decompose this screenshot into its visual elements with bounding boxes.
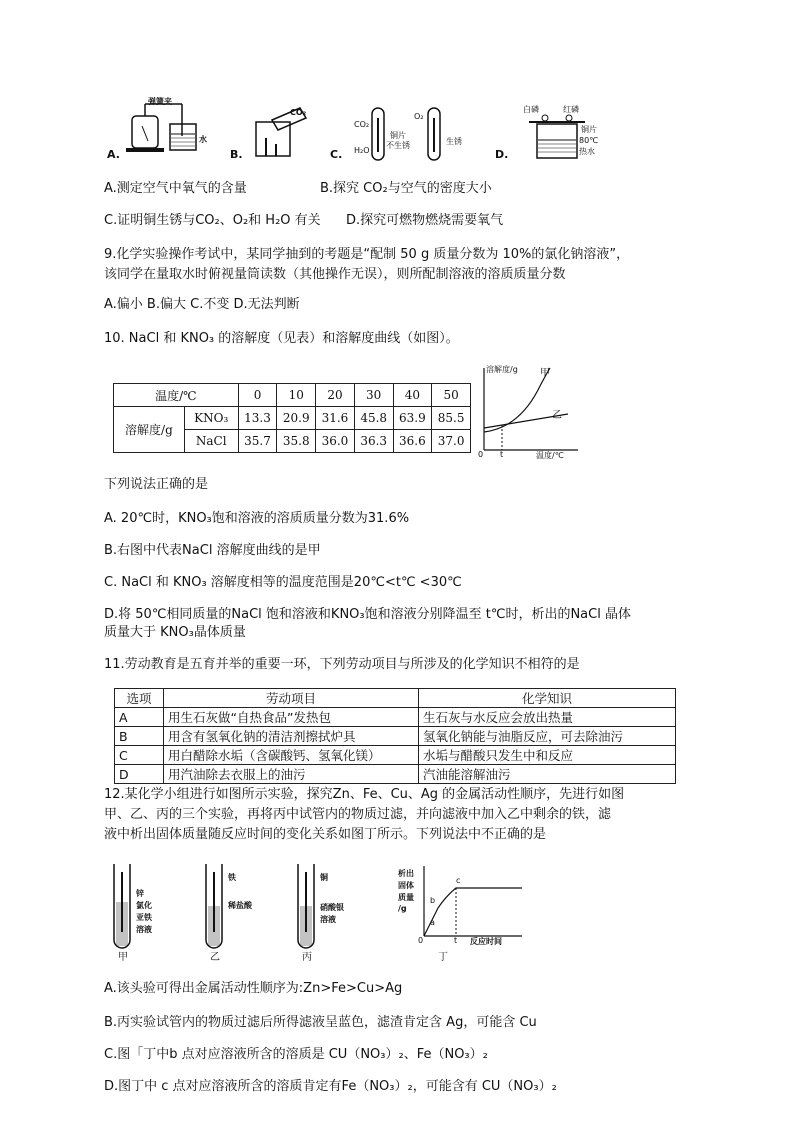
q10-option-d-line2: 质量大于 KNO₃晶体质量: [104, 625, 246, 640]
graph-point-a: a: [430, 918, 435, 927]
tube-bing-label: 铜: [320, 873, 328, 882]
figure-b-option: B.: [230, 148, 243, 161]
labor-table-cell: 用白醋除水垢（含碳酸钙、氢氧化镁）: [164, 746, 419, 765]
tube-jia-label: 亚铁: [136, 913, 152, 922]
figure-d-label-red-p: 红磷: [563, 105, 579, 114]
labor-table-header: 选项: [115, 689, 164, 708]
q10-prompt: 下列说法正确的是: [104, 477, 209, 492]
figure-a-label-clamp: 弹簧夹: [148, 97, 172, 106]
q11-stem: 11.劳动教育是五育并举的重要一环，下列劳动项目与所涉及的化学知识不相符的是: [104, 657, 580, 672]
labor-table-header: 化学知识: [419, 689, 676, 708]
graph-point-b: b: [430, 896, 436, 905]
table-cell: 45.8: [354, 407, 393, 430]
figure-a-option: A.: [107, 148, 120, 161]
q9-stem-line1: 9.化学实验操作考试中，某同学抽到的考题是“配制 50 g 质量分数为 10%的氯化钠溶液”，: [104, 247, 630, 262]
q10-option-b: B.右图中代表NaCl 溶解度曲线的是甲: [104, 543, 321, 558]
q9-options: A.偏小 B.偏大 C.不变 D.无法判断: [104, 297, 300, 312]
table-cell: 36.0: [316, 430, 355, 453]
q8-option-c: C.证明铜生锈与CO₂、O₂和 H₂O 有关: [104, 213, 321, 228]
labor-table-cell: 用汽油除去衣服上的油污: [164, 765, 419, 784]
graph-caption: 丁: [438, 952, 448, 963]
table-cell: 35.7: [238, 430, 277, 453]
labor-table-cell: 用生石灰做“自热食品”发热包: [164, 708, 419, 727]
table-cell: 63.9: [393, 407, 432, 430]
labor-table-cell: A: [115, 708, 164, 727]
curve-origin: 0: [478, 450, 484, 459]
tube-yi-drawing: [200, 862, 275, 962]
table-cell: 31.6: [316, 407, 355, 430]
tube-bing-caption: 丙: [302, 952, 312, 963]
q8-option-d: D.探究可燃物燃烧需要氧气: [346, 213, 504, 228]
figure-c-label-h2o: H₂O: [354, 146, 370, 155]
curve-t: t: [500, 450, 504, 459]
graph-t: t: [454, 936, 458, 945]
labor-table-cell: 用含有氢氧化钠的清洁剂擦拭炉具: [164, 727, 419, 746]
tube-yi: [200, 862, 275, 962]
table-temp: 10: [277, 384, 316, 407]
figure-d-label-white-p: 白磷: [523, 105, 539, 114]
figure-d-option: D.: [495, 148, 509, 161]
tube-jia: [108, 862, 178, 962]
figure-d-label-temp: 80℃: [579, 136, 599, 145]
table-sol-header: 溶解度/g: [114, 407, 185, 453]
figure-c-label-rust: 生锈: [446, 137, 462, 146]
table-cell: 13.3: [238, 407, 277, 430]
q12-stem-line2: 甲、乙、丙的三个实验，再将丙中试管内的物质过滤，并向滤液中加入乙中剩余的铁，滤: [104, 807, 612, 822]
labor-table-cell: 水垢与醋酸只发生中和反应: [419, 746, 676, 765]
table-temp: 40: [393, 384, 432, 407]
q10-intro: 10. NaCl 和 KNO₃ 的溶解度（见表）和溶解度曲线（如图）。: [104, 331, 459, 346]
tube-bing-label: 溶液: [320, 915, 336, 924]
tube-jia-caption: 甲: [118, 952, 128, 963]
q10-option-d-line1: D.将 50℃相同质量的NaCl 饱和溶液和KNO₃饱和溶液分别降温至 t℃时，析出的NaCl 晶体: [104, 607, 631, 622]
solubility-curve-drawing: [478, 362, 588, 462]
tube-bing: [292, 862, 372, 962]
q12-stem-line3: 液中析出固体质量随反应时间的变化关系如图丁所示。下列说法中不正确的是: [104, 827, 547, 842]
figure-d-combustion: [515, 100, 605, 162]
q12-stem-line1: 12.某化学小组进行如图所示实验，探究Zn、Fe、Cu、Ag 的金属活动性顺序，先进行如图: [104, 787, 625, 802]
figure-b-drawing: [248, 100, 318, 160]
figure-a-label-water: 水: [199, 135, 207, 144]
labor-table-cell: D: [115, 765, 164, 784]
graph-ylabel: 质量: [398, 893, 414, 902]
graph-xlabel: 反应时间: [470, 937, 502, 946]
labor-table-cell: C: [115, 746, 164, 765]
figure-d-label-hot-water: 热水: [579, 147, 595, 156]
q12-option-d: D.图丁中 c 点对应溶液所含的溶质肯定有Fe（NO₃）₂，可能含有 CU（NO₃）₂: [104, 1079, 557, 1094]
tube-bing-label: 硝酸银: [320, 903, 344, 912]
figure-c-copper-rust: [350, 104, 480, 164]
curve-label-yi: 乙: [552, 410, 562, 421]
q12-option-b: B.丙实验试管内的物质过滤后所得滤液呈蓝色，滤渣肯定含 Ag，可能含 Cu: [104, 1015, 537, 1030]
table-temp-header: 温度/℃: [114, 384, 239, 407]
labor-table-cell: 氢氧化钠能与油脂反应，可去除油污: [419, 727, 676, 746]
tube-yi-caption: 乙: [210, 952, 220, 963]
tube-jia-label: 锌: [136, 889, 144, 898]
figure-b-co2-pour: [248, 100, 318, 160]
solubility-curve: [478, 362, 588, 462]
graph-point-c: c: [456, 876, 461, 885]
curve-xlabel: 温度/℃: [536, 451, 564, 460]
q12-option-c: C.图「丁中b 点对应溶液所含的溶质是 CU（NO₃）₂、Fe（NO₃）₂: [104, 1047, 488, 1062]
graph-origin: 0: [418, 936, 424, 945]
graph-ylabel: 析出: [398, 869, 414, 878]
table-temp: 50: [432, 384, 471, 407]
figure-c-option: C.: [330, 148, 343, 161]
graph-ylabel: 固体: [398, 881, 414, 890]
table-row-name: NaCl: [184, 430, 238, 453]
labor-table: [114, 688, 676, 784]
table-cell: 20.9: [277, 407, 316, 430]
q9-stem-line2: 该同学在量取水时俯视量筒读数（其他操作无误），则所配制溶液的溶质质量分数: [104, 267, 566, 282]
tube-yi-label: 铁: [228, 873, 236, 882]
figure-c-label-copper: 铜片: [390, 131, 406, 140]
figure-a-oxygen-apparatus: [104, 96, 214, 166]
table-row-name: KNO₃: [184, 407, 238, 430]
figure-c-label-norust: 不生锈: [386, 141, 410, 150]
graph-ylabel: /g: [398, 904, 407, 913]
table-cell: 36.3: [354, 430, 393, 453]
q8-option-a: A.测定空气中氧气的含量: [104, 181, 247, 196]
q10-option-a: A. 20℃时，KNO₃饱和溶液的溶质质量分数为31.6%: [104, 511, 410, 526]
tube-jia-label: 溶液: [136, 925, 152, 934]
table-cell: 35.8: [277, 430, 316, 453]
tube-jia-label: 氯化: [136, 901, 152, 910]
labor-table-header: 劳动项目: [164, 689, 419, 708]
table-cell: 37.0: [432, 430, 471, 453]
precipitate-graph: [390, 862, 530, 962]
figure-c-label-co2: CO₂: [354, 120, 370, 129]
figure-c-label-o2: O₂: [414, 112, 424, 121]
tube-yi-label: 稀盐酸: [228, 901, 252, 910]
table-cell: 85.5: [432, 407, 471, 430]
figure-d-label-copper: 铜片: [581, 125, 597, 134]
table-cell: 36.6: [393, 430, 432, 453]
labor-table-cell: 汽油能溶解油污: [419, 765, 676, 784]
table-temp: 30: [354, 384, 393, 407]
labor-table-cell: 生石灰与水反应会放出热量: [419, 708, 676, 727]
solubility-table: [113, 383, 471, 453]
table-temp: 0: [238, 384, 277, 407]
figure-b-label-co2: CO₂: [290, 108, 307, 117]
curve-ylabel: 溶解度/g: [486, 365, 518, 374]
curve-label-jia: 甲: [540, 368, 550, 379]
q8-option-b: B.探究 CO₂与空气的密度大小: [320, 181, 492, 196]
q10-option-c: C. NaCl 和 KNO₃ 溶解度相等的温度范围是20℃<t℃ <30℃: [104, 575, 462, 590]
q12-option-a: A.该头验可得出金属活动性顺序为:Zn>Fe>Cu>Ag: [104, 981, 403, 996]
labor-table-cell: B: [115, 727, 164, 746]
table-temp: 20: [316, 384, 355, 407]
